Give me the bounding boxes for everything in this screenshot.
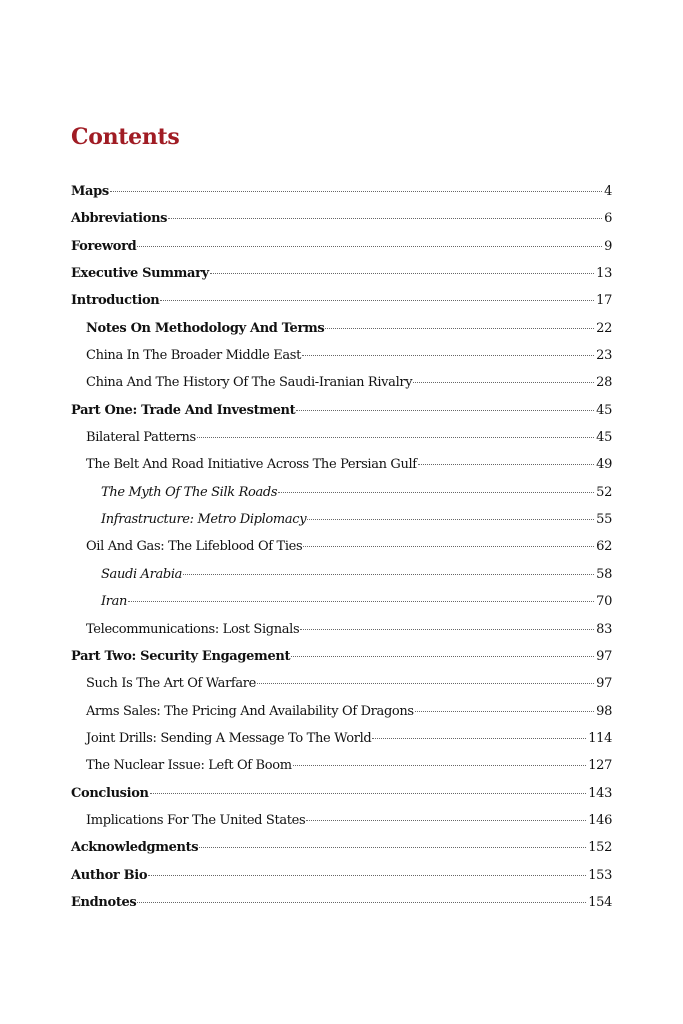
toc-entry-title: Saudi Arabia bbox=[101, 566, 183, 582]
toc-entry-title: Telecommunications: Lost Signals bbox=[86, 621, 300, 637]
toc-dot-leader bbox=[210, 273, 594, 274]
toc-entry[interactable] bbox=[71, 622, 612, 649]
toc-dot-leader bbox=[148, 875, 586, 876]
toc-entry-title: The Nuclear Issue: Left Of Boom bbox=[86, 758, 292, 774]
toc-entry-page-number: 13 bbox=[596, 266, 612, 282]
toc-entry-page-number: 23 bbox=[596, 348, 612, 364]
toc-entry-page-number: 58 bbox=[596, 566, 612, 582]
toc-entry-title: Author Bio bbox=[71, 867, 148, 883]
toc-entry-page-number: 127 bbox=[588, 758, 612, 774]
toc-entry-title: Conclusion bbox=[71, 785, 149, 801]
toc-entry[interactable] bbox=[71, 868, 612, 895]
toc-entry[interactable] bbox=[71, 567, 612, 594]
toc-dot-leader bbox=[307, 519, 594, 520]
toc-dot-leader bbox=[128, 601, 594, 602]
toc-dot-leader bbox=[137, 902, 586, 903]
toc-entry-title: Endnotes bbox=[71, 894, 137, 910]
toc-entry-title: The Myth Of The Silk Roads bbox=[101, 484, 278, 500]
toc-dot-leader bbox=[293, 765, 587, 766]
toc-entry[interactable] bbox=[71, 457, 612, 484]
toc-entry[interactable] bbox=[71, 676, 612, 703]
page-title: Contents bbox=[71, 124, 180, 150]
toc-entry[interactable] bbox=[71, 211, 612, 238]
toc-entry-page-number: 6 bbox=[604, 211, 612, 227]
toc-entry-title: Abbreviations bbox=[71, 211, 168, 227]
toc-entry[interactable] bbox=[71, 758, 612, 785]
toc-entry-page-number: 55 bbox=[596, 512, 612, 528]
toc-dot-leader bbox=[199, 847, 586, 848]
toc-entry-page-number: 45 bbox=[596, 430, 612, 446]
toc-entry-page-number: 52 bbox=[596, 484, 612, 500]
toc-entry-page-number: 83 bbox=[596, 621, 612, 637]
toc-entry-page-number: 45 bbox=[596, 402, 612, 418]
toc-entry-title: Joint Drills: Sending A Message To The World bbox=[86, 730, 372, 746]
toc-entry-page-number: 143 bbox=[588, 785, 612, 801]
toc-entry-title: Infrastructure: Metro Diplomacy bbox=[101, 512, 307, 528]
toc-dot-leader bbox=[306, 820, 586, 821]
toc-entry[interactable] bbox=[71, 321, 612, 348]
toc-entry-page-number: 9 bbox=[604, 238, 612, 254]
toc-entry-page-number: 98 bbox=[596, 703, 612, 719]
toc-dot-leader bbox=[302, 355, 594, 356]
table-of-contents bbox=[71, 184, 612, 922]
toc-dot-leader bbox=[110, 191, 602, 192]
toc-entry[interactable] bbox=[71, 375, 612, 402]
toc-dot-leader bbox=[418, 464, 594, 465]
toc-entry-title: Implications For The United States bbox=[86, 812, 306, 828]
toc-entry[interactable] bbox=[71, 649, 612, 676]
toc-entry[interactable] bbox=[71, 184, 612, 211]
toc-entry-title: Part One: Trade And Investment bbox=[71, 402, 296, 418]
toc-dot-leader bbox=[137, 246, 602, 247]
toc-entry-page-number: 62 bbox=[596, 539, 612, 555]
toc-entry[interactable] bbox=[71, 512, 612, 539]
toc-entry[interactable] bbox=[71, 348, 612, 375]
toc-dot-leader bbox=[291, 656, 594, 657]
toc-entry[interactable] bbox=[71, 485, 612, 512]
toc-entry-title: The Belt And Road Initiative Across The Persian Gulf bbox=[86, 457, 417, 473]
toc-entry-page-number: 28 bbox=[596, 375, 612, 391]
toc-dot-leader bbox=[413, 382, 594, 383]
toc-dot-leader bbox=[183, 574, 594, 575]
toc-entry-page-number: 22 bbox=[596, 320, 612, 336]
toc-entry-page-number: 70 bbox=[596, 594, 612, 610]
toc-entry[interactable] bbox=[71, 539, 612, 566]
toc-entry-title: Bilateral Patterns bbox=[86, 430, 196, 446]
toc-entry[interactable] bbox=[71, 266, 612, 293]
toc-entry[interactable] bbox=[71, 239, 612, 266]
toc-dot-leader bbox=[150, 793, 587, 794]
toc-entry-title: Foreword bbox=[71, 238, 137, 254]
toc-entry-page-number: 4 bbox=[604, 184, 612, 199]
toc-dot-leader bbox=[197, 437, 594, 438]
toc-entry-page-number: 154 bbox=[588, 894, 612, 910]
toc-entry[interactable] bbox=[71, 786, 612, 813]
toc-entry[interactable] bbox=[71, 704, 612, 731]
toc-entry-title: Part Two: Security Engagement bbox=[71, 648, 291, 664]
toc-dot-leader bbox=[325, 328, 594, 329]
toc-entry-page-number: 97 bbox=[596, 676, 612, 692]
toc-dot-leader bbox=[278, 492, 594, 493]
toc-entry-title: Maps bbox=[71, 184, 109, 199]
toc-entry-page-number: 152 bbox=[588, 840, 612, 856]
toc-entry-title: China In The Broader Middle East bbox=[86, 348, 301, 364]
toc-entry-page-number: 49 bbox=[596, 457, 612, 473]
toc-entry-title: Introduction bbox=[71, 293, 160, 309]
toc-entry-page-number: 146 bbox=[588, 812, 612, 828]
toc-dot-leader bbox=[296, 410, 594, 411]
toc-dot-leader bbox=[257, 683, 594, 684]
toc-dot-leader bbox=[303, 546, 594, 547]
toc-entry-title: Such Is The Art Of Warfare bbox=[86, 676, 256, 692]
toc-entry-page-number: 97 bbox=[596, 648, 612, 664]
toc-entry-title: Acknowledgments bbox=[71, 840, 199, 856]
toc-entry-title: Iran bbox=[101, 594, 128, 610]
toc-dot-leader bbox=[415, 711, 594, 712]
toc-dot-leader bbox=[160, 300, 594, 301]
toc-entry-page-number: 153 bbox=[588, 867, 612, 883]
toc-entry[interactable] bbox=[71, 430, 612, 457]
toc-entry-title: Arms Sales: The Pricing And Availability Of Dragons bbox=[86, 703, 414, 719]
toc-entry[interactable] bbox=[71, 895, 612, 922]
toc-entry-title: Oil And Gas: The Lifeblood Of Ties bbox=[86, 539, 303, 555]
toc-dot-leader bbox=[168, 218, 602, 219]
toc-entry[interactable] bbox=[71, 840, 612, 867]
toc-dot-leader bbox=[300, 629, 594, 630]
toc-entry[interactable] bbox=[71, 293, 612, 320]
toc-entry-page-number: 114 bbox=[588, 730, 612, 746]
toc-entry-title: China And The History Of The Saudi-Iranian Rivalry bbox=[86, 375, 413, 391]
toc-entry[interactable] bbox=[71, 403, 612, 430]
toc-entry[interactable] bbox=[71, 813, 612, 840]
toc-entry[interactable] bbox=[71, 731, 612, 758]
toc-entry-title: Notes On Methodology And Terms bbox=[86, 320, 325, 336]
toc-entry[interactable] bbox=[71, 594, 612, 621]
toc-entry-title: Executive Summary bbox=[71, 266, 209, 282]
toc-dot-leader bbox=[372, 738, 586, 739]
toc-entry-page-number: 17 bbox=[596, 293, 612, 309]
